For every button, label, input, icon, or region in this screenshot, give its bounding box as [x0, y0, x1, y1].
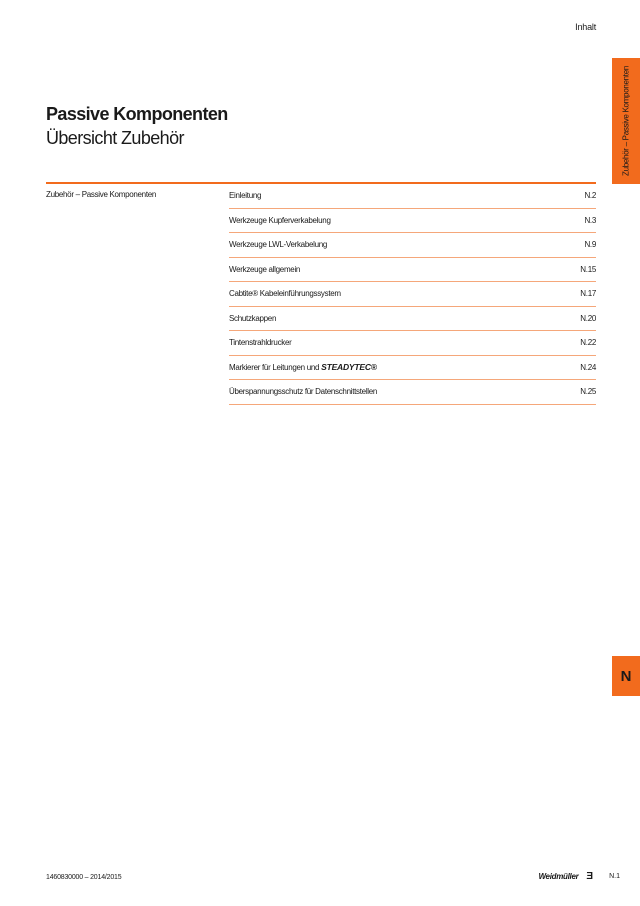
weidmueller-logo-mark-icon: Ǝ — [586, 871, 594, 882]
toc-item-page: N.3 — [584, 215, 596, 225]
toc-item-label: Werkzeuge allgemein — [229, 264, 301, 274]
page-number: N.1 — [609, 873, 620, 880]
toc-item-label: Tintenstrahldrucker — [229, 338, 292, 348]
toc-item-cabtite[interactable] — [229, 282, 596, 307]
toc-item-label: Schutzkappen — [229, 313, 277, 323]
chapter-side-tab[interactable] — [612, 58, 640, 184]
toc-item-label-group — [229, 362, 377, 372]
toc-item-page: N.24 — [580, 362, 596, 372]
table-of-contents — [229, 184, 596, 405]
toc-item-label: Werkzeuge Kupferverkabelung — [229, 215, 331, 225]
toc-item-page: N.20 — [580, 313, 596, 323]
toc-item-markierer[interactable] — [229, 356, 596, 381]
footer-brand-area — [538, 871, 620, 882]
toc-item-werkzeuge-allgemein[interactable] — [229, 258, 596, 283]
toc-item-label: Einleitung — [229, 191, 262, 201]
toc-item-label: Überspannungsschutz für Datenschnittstellen — [229, 387, 378, 397]
toc-item-label: Cabtite® Kabeleinführungssystem — [229, 289, 341, 299]
toc-item-page: N.9 — [584, 240, 596, 250]
toc-item-einleitung[interactable] — [229, 184, 596, 209]
weidmueller-logo: Weidmüller — [538, 872, 579, 881]
toc-item-page: N.15 — [580, 264, 596, 274]
toc-item-page: N.17 — [580, 289, 596, 299]
toc-item-ueberspannungsschutz[interactable] — [229, 380, 596, 405]
toc-item-page: N.22 — [580, 338, 596, 348]
side-tab-label: Zubehör – Passive Komponenten — [621, 65, 631, 177]
header-section-label: Inhalt — [575, 22, 596, 32]
toc-item-werkzeuge-kupferverkabelung[interactable] — [229, 209, 596, 234]
chapter-letter-tab[interactable]: N — [612, 656, 640, 696]
toc-item-label: Markierer für Leitungen und — [229, 363, 322, 373]
document-code: 1460830000 – 2014/2015 — [46, 874, 122, 881]
page-subtitle: Übersicht Zubehör — [46, 128, 184, 148]
toc-item-page: N.2 — [584, 191, 596, 201]
toc-item-schutzkappen[interactable] — [229, 307, 596, 332]
toc-item-werkzeuge-lwl-verkabelung[interactable] — [229, 233, 596, 258]
steadytec-brand: STEADYTEC® — [321, 362, 377, 373]
toc-item-page: N.25 — [580, 387, 596, 397]
page-title: Passive Komponenten — [46, 104, 228, 124]
toc-item-tintenstrahldrucker[interactable] — [229, 331, 596, 356]
section-label: Zubehör – Passive Komponenten — [46, 190, 157, 199]
toc-item-label: Werkzeuge LWL-Verkabelung — [229, 240, 328, 250]
